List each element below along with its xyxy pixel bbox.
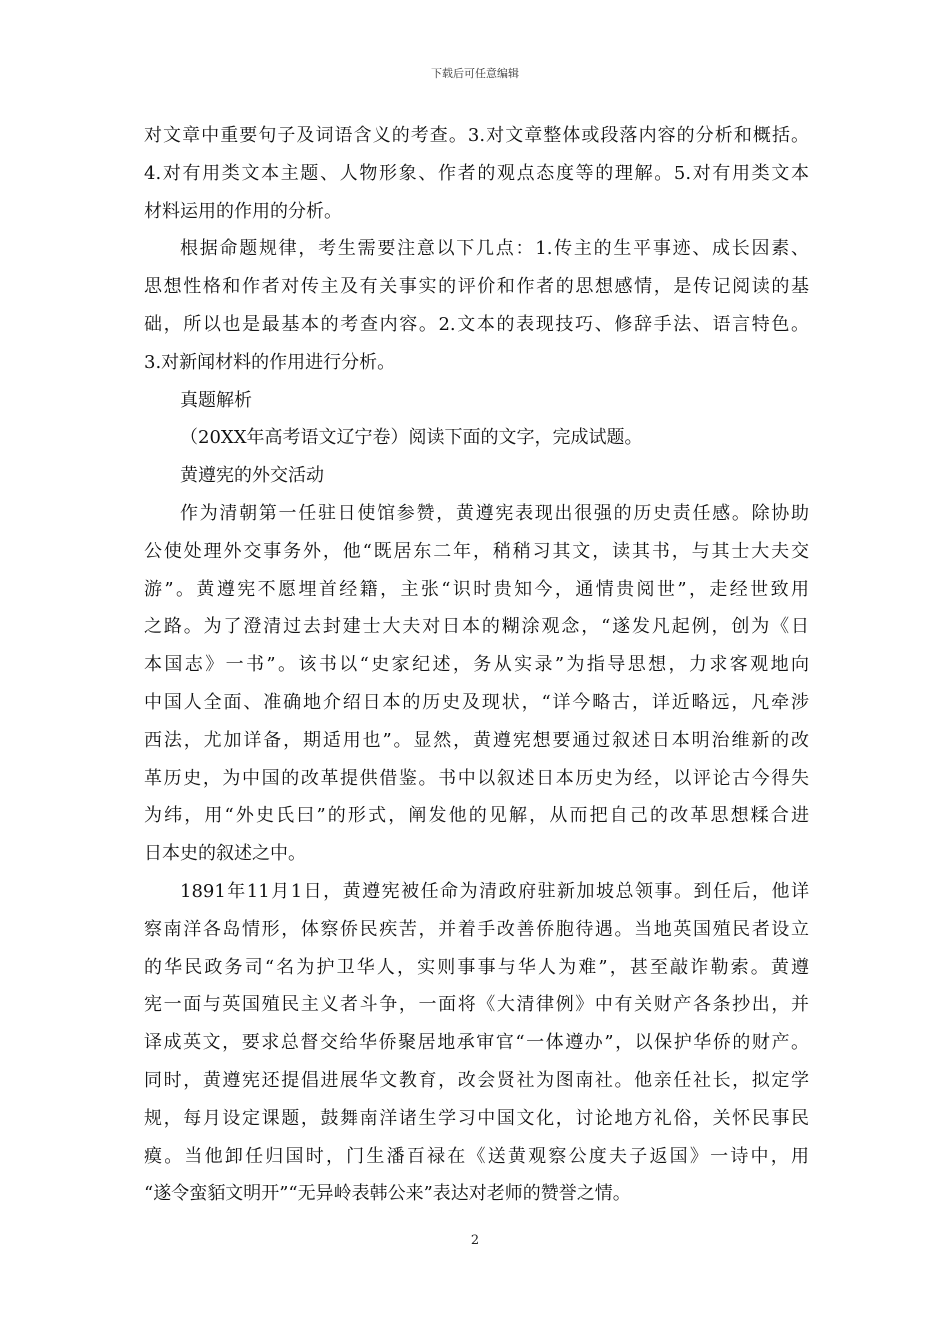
text-line: 本国志》一书”。该书以“史家纪述，务从实录”为指导思想，力求客观地向 xyxy=(144,654,809,676)
text-line: 为纬，用“外史氏曰”的形式，阐发他的见解，从而把自己的改革思想糅合进 xyxy=(144,805,809,827)
text-line: 瘼。当他卸任归国时，门生潘百禄在《送黄观察公度夫子返国》一诗中，用 xyxy=(144,1145,809,1167)
text-line: 根据命题规律，考生需要注意以下几点：1.传主的生平事迹、成长因素、 xyxy=(180,238,809,260)
text-line: 3.对新闻材料的作用进行分析。 xyxy=(144,351,396,373)
text-line: 思想性格和作者对传主及有关事实的评价和作者的思想感情，是传记阅读的基 xyxy=(144,276,809,298)
text-line: 游”。黄遵宪不愿埋首经籍，主张“识时贵知今，通情贵阅世”，走经世致用 xyxy=(144,578,809,600)
text-line: 材料运用的作用的分析。 xyxy=(144,200,342,222)
text-line: 之路。为了澄清过去封建士大夫对日本的糊涂观念，“遂发凡起例，创为《日 xyxy=(144,616,809,638)
article-title: 黄遵宪的外交活动 xyxy=(180,465,324,487)
text-line: 宪一面与英国殖民主义者斗争，一面将《大清律例》中有关财产各条抄出，并 xyxy=(144,994,809,1016)
text-line: 革历史，为中国的改革提供借鉴。书中以叙述日本历史为经，以评论古今得失 xyxy=(144,767,809,789)
text-line: 日本史的叙述之中。 xyxy=(144,843,306,865)
text-line: 作为清朝第一任驻日使馆参赞，黄遵宪表现出很强的历史责任感。除协助 xyxy=(180,502,809,524)
document-body xyxy=(144,117,809,1213)
page-number: 2 xyxy=(470,1233,480,1248)
text-line: 中国人全面、准确地介绍日本的历史及现状，“详今略古，详近略远，凡牵涉 xyxy=(144,691,809,713)
text-line: 西法，尤加详备，期适用也”。显然，黄遵宪想要通过叙述日本明治维新的改 xyxy=(144,729,809,751)
text-line: “遂令蛮貊文明开”“无异岭表韩公来”表达对老师的赞誉之情。 xyxy=(144,1183,631,1205)
text-line: 4.对有用类文本主题、人物形象、作者的观点态度等的理解。5.对有用类文本 xyxy=(144,162,809,184)
text-line: 的华民政务司“名为护卫华人，实则事事与华人为难”，甚至敲诈勒索。黄遵 xyxy=(144,956,809,978)
text-line: （20XX年高考语文辽宁卷）阅读下面的文字，完成试题。 xyxy=(180,427,643,449)
text-line: 规，每月设定课题，鼓舞南洋诸生学习中国文化，讨论地方礼俗，关怀民事民 xyxy=(144,1107,809,1129)
text-line: 同时，黄遵宪还提倡进展华文教育，改会贤社为图南社。他亲任社长，拟定学 xyxy=(144,1069,809,1091)
text-line: 对文章中重要句子及词语含义的考查。3.对文章整体或段落内容的分析和概括。 xyxy=(144,125,809,146)
text-line: 础，所以也是最基本的考查内容。2.文本的表现技巧、修辞手法、语言特色。 xyxy=(144,313,809,335)
section-heading: 真题解析 xyxy=(180,389,252,411)
text-line: 公使处理外交事务外，他“既居东二年，稍稍习其文，读其书，与其士大夫交 xyxy=(144,540,809,562)
page-header: 下载后可任意编辑 xyxy=(431,67,519,80)
text-line: 察南洋各岛情形，体察侨民疾苦，并着手改善侨胞待遇。当地英国殖民者设立 xyxy=(144,918,809,940)
text-line: 1891年11月1日，黄遵宪被任命为清政府驻新加坡总领事。到任后，他详 xyxy=(180,880,809,902)
text-line: 译成英文，要求总督交给华侨聚居地承审官“一体遵办”，以保护华侨的财产。 xyxy=(144,1032,809,1054)
